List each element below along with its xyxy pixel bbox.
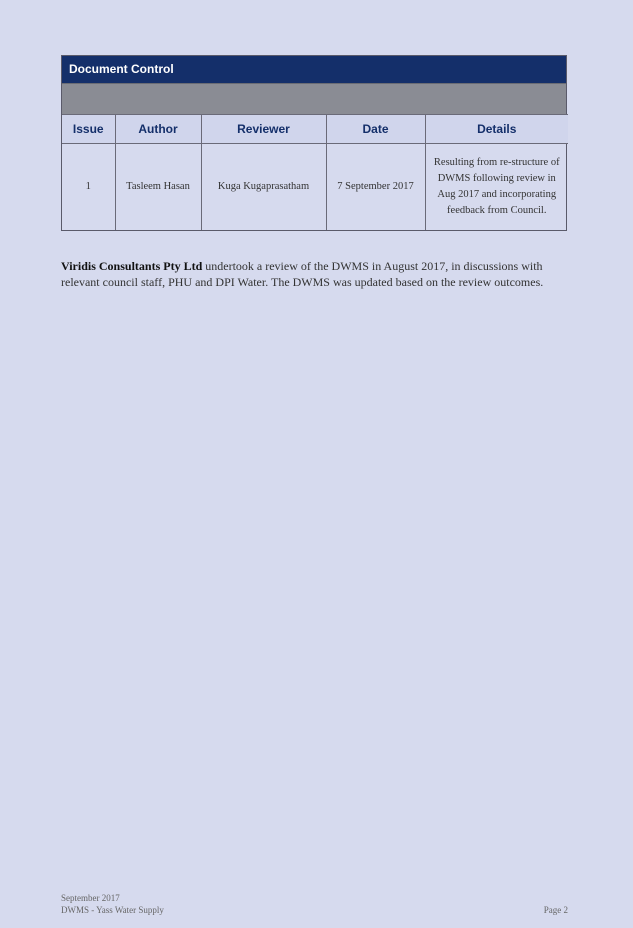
cell-author: Tasleem Hasan — [115, 144, 201, 231]
document-control-table — [61, 55, 567, 231]
table-header-row — [62, 115, 568, 144]
cell-reviewer: Kuga Kugaprasatham — [201, 144, 326, 231]
column-header-author: Author — [115, 115, 201, 144]
document-control-subheader-bar — [62, 83, 566, 114]
column-header-date: Date — [326, 115, 425, 144]
footer-page-number: Page 2 — [543, 905, 568, 915]
column-header-reviewer: Reviewer — [201, 115, 326, 144]
column-header-details: Details — [425, 115, 568, 144]
page-footer — [61, 892, 568, 916]
intro-text: undertook a review of the DWMS in August 2017, in discussions with relevant council staff, PHU and DPI Water. The DWMS was updated based on the review outcomes. — [61, 259, 544, 289]
document-control-grid — [62, 114, 568, 230]
column-header-issue: Issue — [62, 115, 115, 144]
company-name: Viridis Consultants Pty Ltd — [61, 259, 203, 273]
cell-date: 7 September 2017 — [326, 144, 425, 231]
table-row — [62, 144, 568, 231]
cell-issue: 1 — [62, 144, 115, 231]
footer-doc-title: DWMS - Yass Water Supply — [61, 905, 164, 915]
cell-details: Resulting from re-structure of DWMS following review in Aug 2017 and incorporating feedback from Council. — [425, 144, 568, 231]
footer-date: September 2017 — [61, 893, 120, 903]
intro-paragraph — [61, 258, 571, 290]
document-control-title: Document Control — [62, 56, 566, 83]
